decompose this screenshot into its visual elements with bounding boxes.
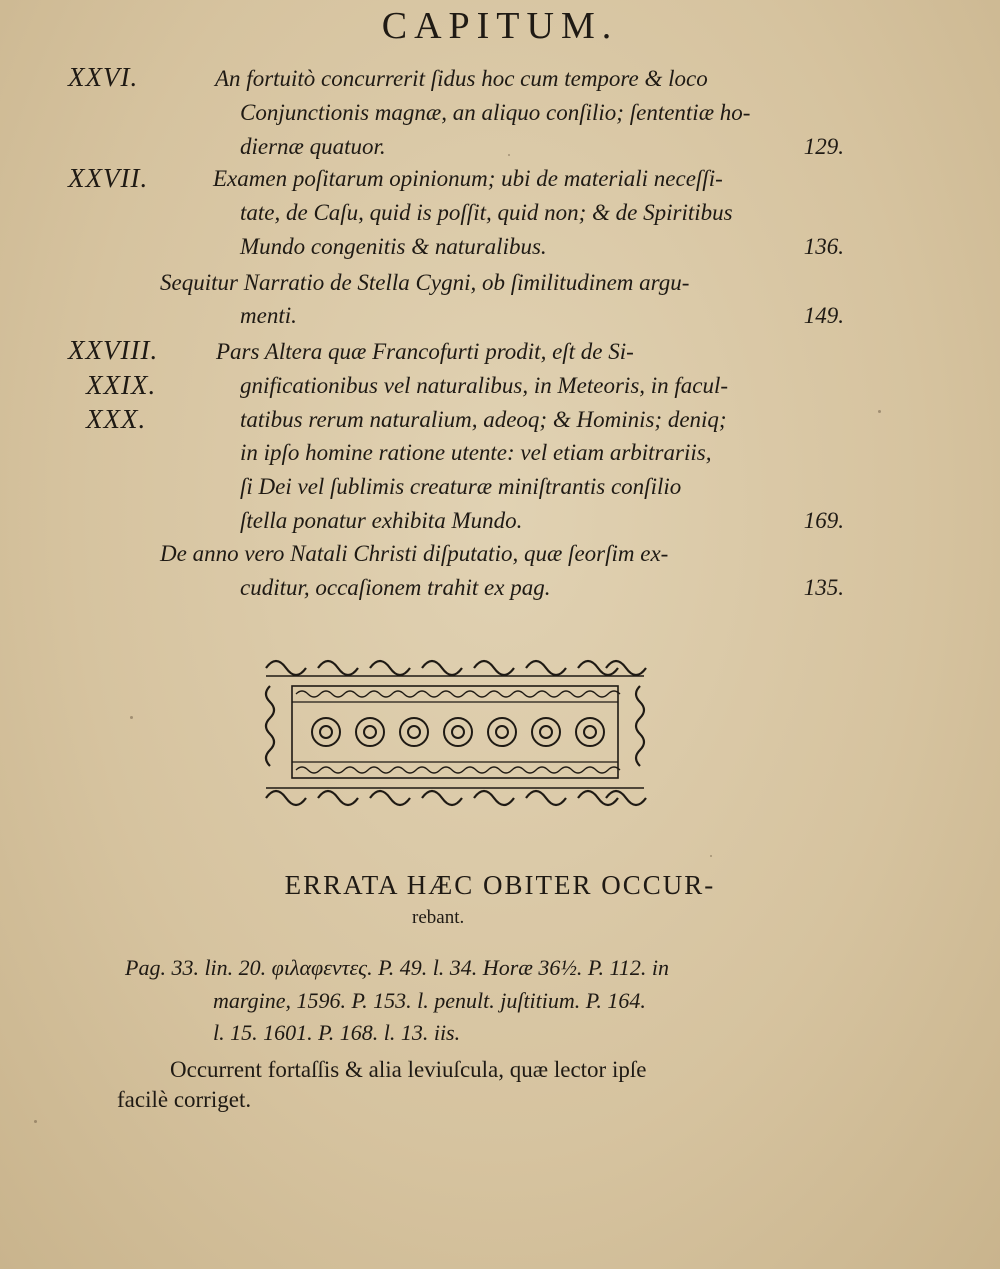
toc-line: tate, de Caſu, quid is poſſit, quid non; & de Spiritibus bbox=[240, 200, 733, 225]
chapter-number: XXVI. bbox=[68, 62, 139, 92]
page-reference: 135. bbox=[803, 575, 844, 600]
toc-line: menti. bbox=[240, 303, 297, 328]
toc-line: Conjunctionis magnæ, an aliquo conſilio; ſententiæ ho- bbox=[240, 100, 751, 125]
errata-heading: ERRATA HÆC OBITER OCCUR- bbox=[284, 870, 716, 900]
toc-line: diernæ quatuor. bbox=[240, 134, 386, 159]
toc-line: Examen poſitarum opinionum; ubi de materiali neceſſi- bbox=[213, 166, 723, 191]
toc-line: ſi Dei vel ſublimis creaturæ miniſtrantis conſilio bbox=[240, 474, 682, 499]
toc-line: An fortuitò concurrerit ſidus hoc cum tempore & loco bbox=[215, 66, 708, 91]
toc-line: tatibus rerum naturalium, adeoq; & Hominis; deniq; bbox=[240, 407, 727, 432]
toc-line: cuditur, occaſionem trahit ex pag. bbox=[240, 575, 551, 600]
closing-note: facilè corriget. bbox=[117, 1087, 252, 1112]
chapter-number: XXVII. bbox=[68, 163, 149, 193]
page-title: CAPITUM. bbox=[381, 5, 619, 47]
toc-line: Mundo congenitis & naturalibus. bbox=[240, 234, 547, 259]
printers-ornament-icon bbox=[256, 650, 654, 810]
toc-line: in ipſo homine ratione utente: vel etiam arbitrariis, bbox=[240, 440, 712, 465]
toc-line: Pars Altera quæ Francofurti prodit, eſt de Si- bbox=[216, 339, 634, 364]
toc-line: Sequitur Narratio de Stella Cygni, ob ſimilitudinem argu- bbox=[160, 270, 690, 295]
chapter-number: XXIX. bbox=[86, 370, 157, 400]
errata-line: margine, 1596. P. 153. l. penult. juſtitium. P. 164. bbox=[213, 988, 646, 1013]
page-reference: 136. bbox=[803, 234, 844, 259]
page-reference: 149. bbox=[803, 303, 844, 328]
toc-line: gnificationibus vel naturalibus, in Meteoris, in facul- bbox=[240, 373, 729, 398]
closing-note: Occurrent fortaſſis & alia leviuſcula, quæ lector ipſe bbox=[170, 1057, 647, 1082]
toc-line: De anno vero Natali Christi diſputatio, quæ ſeorſim ex- bbox=[160, 541, 669, 566]
page-reference: 169. bbox=[803, 508, 844, 533]
errata-line: Pag. 33. lin. 20. φιλαφεντες. P. 49. l. 34. Horæ 36½. P. 112. in bbox=[125, 955, 670, 980]
page-reference: 129. bbox=[803, 134, 844, 159]
errata-heading-continuation: rebant. bbox=[412, 907, 465, 928]
toc-line: ſtella ponatur exhibita Mundo. bbox=[240, 508, 523, 533]
chapter-number: XXVIII. bbox=[68, 335, 159, 365]
errata-line: l. 15. 1601. P. 168. l. 13. iis. bbox=[213, 1020, 461, 1045]
chapter-number: XXX. bbox=[86, 404, 147, 434]
